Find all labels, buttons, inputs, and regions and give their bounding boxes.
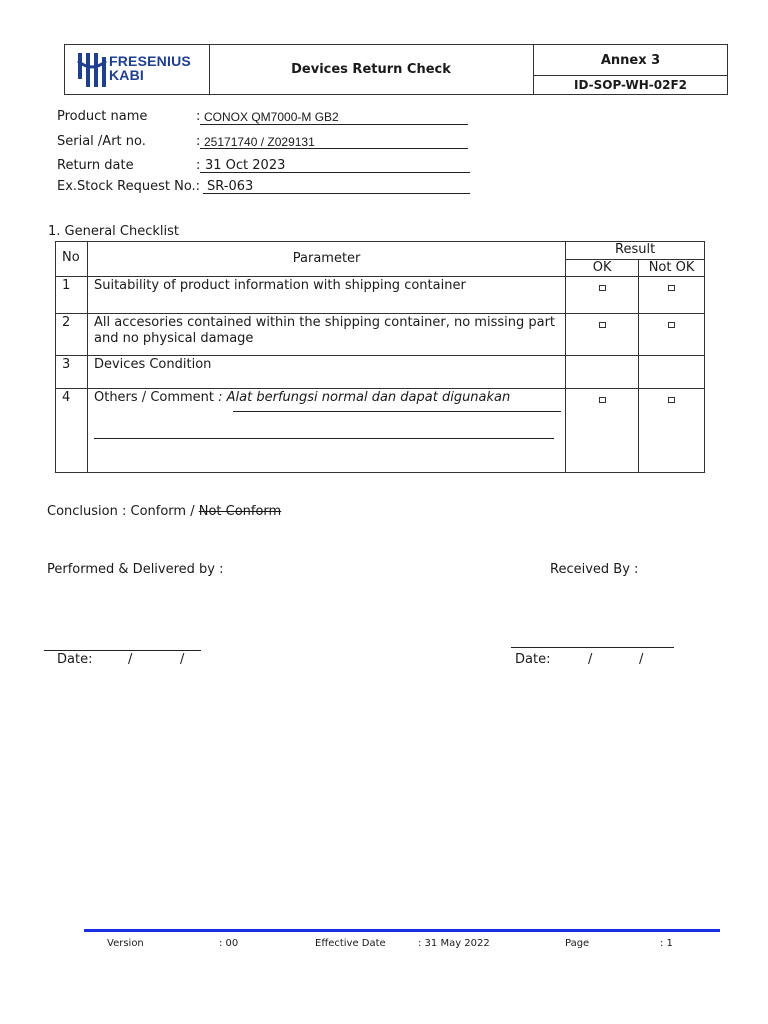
general-checklist-table (55, 241, 705, 473)
signature-line-left (44, 650, 201, 651)
logo-line-2: KABI (109, 67, 145, 83)
comment-underline-2 (94, 438, 554, 439)
header-no: No (56, 242, 88, 277)
others-comment-label: Others / Comment (93, 390, 215, 405)
return-date-label: Return date (57, 158, 134, 173)
return-date-colon: : (196, 158, 201, 173)
product-name-label: Product name (57, 109, 148, 124)
conclusion (47, 504, 281, 519)
not-ok-cell (639, 277, 705, 314)
logo-text (109, 54, 191, 82)
ok-cell (566, 314, 639, 356)
received-by-label: Received By : (550, 562, 639, 577)
date-right-slash-2: / (639, 652, 644, 667)
serial-underline (200, 148, 468, 149)
performed-by-label: Performed & Delivered by : (47, 562, 224, 577)
annex-label: Annex 3 (534, 45, 727, 76)
fresenius-logo-icon (77, 51, 107, 87)
company-logo (65, 45, 210, 94)
date-right-label: Date: (515, 652, 551, 667)
return-date-value: 31 Oct 2023 (205, 158, 286, 173)
footer-version-label: Version (107, 938, 144, 949)
ok-checkbox[interactable] (599, 322, 606, 328)
conclusion-struck: Not Conform (198, 504, 282, 519)
footer-effective-date-value: : 31 May 2022 (418, 938, 490, 949)
table-row (56, 389, 705, 473)
row-no: 3 (56, 356, 88, 389)
header-not-ok: Not OK (639, 260, 705, 277)
serial-label: Serial /Art no. (57, 134, 146, 149)
row-parameter (87, 389, 565, 473)
product-name-value: CONOX QM7000-M GB2 (204, 110, 339, 124)
return-date-underline (200, 172, 470, 173)
row-no: 4 (56, 389, 88, 473)
row-parameter-line-2: and no physical damage (93, 331, 254, 346)
conclusion-label: Conclusion : Conform / (47, 504, 199, 519)
product-name-underline (200, 124, 468, 125)
header-parameter: Parameter (87, 242, 565, 277)
row-parameter: Suitability of product information with shipping container (87, 277, 565, 314)
footer-page-value: : 1 (660, 938, 673, 949)
table-row (56, 277, 705, 314)
document-id: ID-SOP-WH-02F2 (573, 77, 687, 92)
row-parameter: Devices Condition (87, 356, 565, 389)
exstock-label: Ex.Stock Request No.: (57, 179, 201, 194)
footer-divider (84, 929, 720, 932)
ok-cell (566, 389, 639, 473)
table-row (56, 356, 705, 389)
product-name-colon: : (196, 109, 201, 124)
not-ok-checkbox[interactable] (668, 397, 675, 403)
row-no: 1 (56, 277, 88, 314)
ok-checkbox[interactable] (599, 285, 606, 291)
signature-line-right (511, 647, 674, 648)
row-no: 2 (56, 314, 88, 356)
not-ok-cell (639, 314, 705, 356)
row-parameter (87, 314, 565, 356)
serial-colon: : (196, 134, 201, 149)
date-left-slash-2: / (180, 652, 185, 667)
comment-underline-1 (233, 411, 561, 412)
date-right-slash-1: / (588, 652, 593, 667)
not-ok-checkbox[interactable] (668, 285, 675, 291)
not-ok-checkbox[interactable] (668, 322, 675, 328)
checklist-heading: 1. General Checklist (48, 224, 179, 239)
ok-checkbox[interactable] (599, 397, 606, 403)
document-header (64, 44, 728, 95)
footer-version-value: : 00 (219, 938, 239, 949)
header-ok: OK (566, 260, 639, 277)
date-left-label: Date: (57, 652, 93, 667)
table-row (56, 314, 705, 356)
row-parameter-line-1: All accesories contained within the shipping container, no missing part (93, 315, 556, 330)
date-left-slash-1: / (128, 652, 133, 667)
logo-line-1: FRESENIUS (109, 53, 191, 69)
not-ok-cell (639, 356, 705, 389)
serial-value: 25171740 / Z029131 (204, 135, 315, 149)
footer-effective-date-label: Effective Date (315, 938, 386, 949)
exstock-value: SR-063 (207, 179, 254, 194)
exstock-underline (203, 193, 470, 194)
others-comment-text: : Alat berfungsi normal dan dapat digunakan (218, 390, 511, 405)
ok-cell (566, 277, 639, 314)
footer-page-label: Page (565, 938, 590, 949)
document-title: Devices Return Check (209, 45, 534, 94)
ok-cell (566, 356, 639, 389)
not-ok-cell (639, 389, 705, 473)
header-result: Result (566, 242, 705, 260)
